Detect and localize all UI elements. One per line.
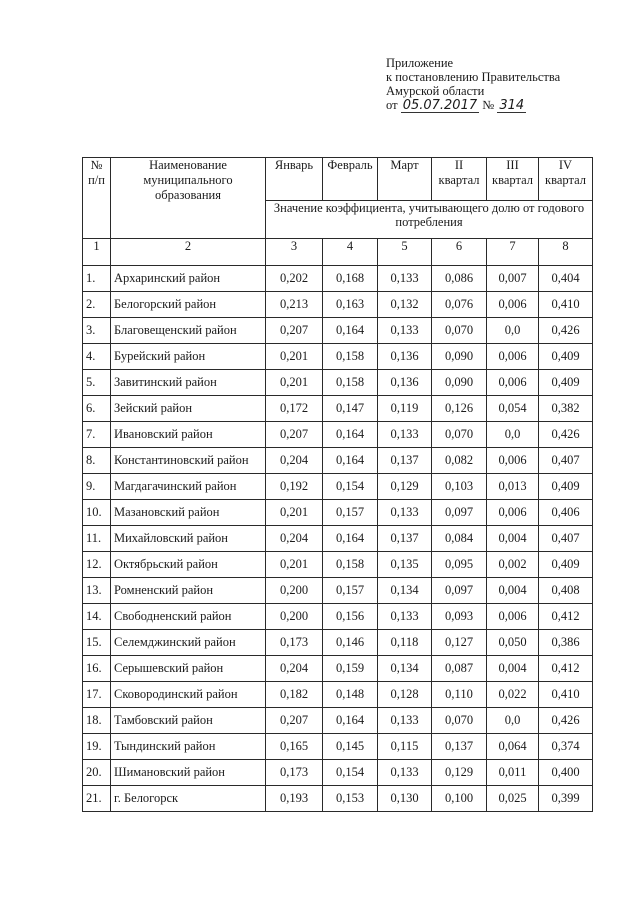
coefficient-value: 0,399	[539, 786, 593, 812]
coefficient-value: 0,410	[539, 292, 593, 318]
municipality-name: Свободненский район	[111, 604, 266, 630]
coefficient-value: 0,115	[378, 734, 432, 760]
coefficient-value: 0,158	[323, 370, 378, 396]
coefficient-value: 0,157	[323, 578, 378, 604]
column-header-quarter: IV квартал	[539, 158, 593, 201]
municipality-name: Тамбовский район	[111, 708, 266, 734]
row-number: 18.	[83, 708, 111, 734]
coefficient-value: 0,011	[487, 760, 539, 786]
coefficient-value: 0,133	[378, 604, 432, 630]
column-index: 3	[266, 239, 323, 266]
header-date: 05.07.2017	[402, 98, 478, 113]
coefficient-value: 0,426	[539, 422, 593, 448]
document-header	[386, 56, 606, 113]
coefficient-value: 0,207	[266, 318, 323, 344]
coefficient-value: 0,201	[266, 552, 323, 578]
coefficient-value: 0,153	[323, 786, 378, 812]
table-row	[83, 266, 593, 292]
table-row	[83, 708, 593, 734]
coefficient-value: 0,082	[432, 448, 487, 474]
coefficient-value: 0,133	[378, 760, 432, 786]
coefficient-value: 0,135	[378, 552, 432, 578]
header-number-sign: №	[482, 98, 495, 112]
row-number: 9.	[83, 474, 111, 500]
coefficient-value: 0,207	[266, 708, 323, 734]
coefficient-value: 0,130	[378, 786, 432, 812]
coefficient-value: 0,404	[539, 266, 593, 292]
table-row	[83, 526, 593, 552]
coefficient-value: 0,382	[539, 396, 593, 422]
coefficient-value: 0,128	[378, 682, 432, 708]
coefficient-value: 0,192	[266, 474, 323, 500]
table-row	[83, 500, 593, 526]
column-index: 8	[539, 239, 593, 266]
municipality-name: Белогорский район	[111, 292, 266, 318]
row-number: 4.	[83, 344, 111, 370]
column-index: 6	[432, 239, 487, 266]
table-row	[83, 370, 593, 396]
coefficient-value: 0,193	[266, 786, 323, 812]
row-number: 11.	[83, 526, 111, 552]
coefficient-value: 0,006	[487, 448, 539, 474]
coefficient-value: 0,006	[487, 344, 539, 370]
coefficient-value: 0,002	[487, 552, 539, 578]
coefficient-value: 0,374	[539, 734, 593, 760]
coefficient-value: 0,172	[266, 396, 323, 422]
coefficient-value: 0,097	[432, 500, 487, 526]
coefficient-value: 0,158	[323, 552, 378, 578]
coefficient-value: 0,200	[266, 604, 323, 630]
coefficient-value: 0,070	[432, 422, 487, 448]
municipality-name: Завитинский район	[111, 370, 266, 396]
row-number: 13.	[83, 578, 111, 604]
coefficient-value: 0,004	[487, 578, 539, 604]
row-number: 2.	[83, 292, 111, 318]
coefficient-value: 0,006	[487, 370, 539, 396]
table-row	[83, 656, 593, 682]
table-row	[83, 630, 593, 656]
coefficient-value: 0,165	[266, 734, 323, 760]
table-header-row	[83, 158, 593, 201]
coefficient-value: 0,126	[432, 396, 487, 422]
coefficient-value: 0,133	[378, 266, 432, 292]
column-header-quarter: II квартал	[432, 158, 487, 201]
coefficient-value: 0,400	[539, 760, 593, 786]
coefficient-value: 0,412	[539, 604, 593, 630]
coefficient-value: 0,200	[266, 578, 323, 604]
coefficient-value: 0,004	[487, 526, 539, 552]
municipality-name: Благовещенский район	[111, 318, 266, 344]
coefficient-value: 0,022	[487, 682, 539, 708]
coefficient-value: 0,133	[378, 318, 432, 344]
coefficient-value: 0,426	[539, 318, 593, 344]
municipality-name: Ивановский район	[111, 422, 266, 448]
coefficient-value: 0,013	[487, 474, 539, 500]
coefficient-value: 0,070	[432, 708, 487, 734]
municipality-name: Ромненский район	[111, 578, 266, 604]
column-header-name: Наименование муниципального образования	[111, 158, 266, 239]
municipality-name: Михайловский район	[111, 526, 266, 552]
coefficient-value: 0,202	[266, 266, 323, 292]
coefficient-value: 0,409	[539, 552, 593, 578]
coefficient-value: 0,408	[539, 578, 593, 604]
municipality-name: Октябрьский район	[111, 552, 266, 578]
coefficient-value: 0,407	[539, 526, 593, 552]
municipality-name: Мазановский район	[111, 500, 266, 526]
municipality-name: Тындинский район	[111, 734, 266, 760]
header-from-label: от	[386, 98, 398, 112]
coefficient-value: 0,204	[266, 656, 323, 682]
coefficient-value: 0,070	[432, 318, 487, 344]
coefficient-value: 0,097	[432, 578, 487, 604]
row-number: 20.	[83, 760, 111, 786]
coefficient-value: 0,156	[323, 604, 378, 630]
municipality-name: Сковородинский район	[111, 682, 266, 708]
column-header-number: № п/п	[83, 158, 111, 239]
row-number: 5.	[83, 370, 111, 396]
coefficient-value: 0,064	[487, 734, 539, 760]
table-row	[83, 344, 593, 370]
municipality-name: Зейский район	[111, 396, 266, 422]
coefficient-value: 0,207	[266, 422, 323, 448]
coefficient-value: 0,006	[487, 292, 539, 318]
column-header-month: Январь	[266, 158, 323, 201]
table-row	[83, 318, 593, 344]
coefficient-value: 0,201	[266, 500, 323, 526]
coefficient-value: 0,159	[323, 656, 378, 682]
coefficient-value: 0,0	[487, 318, 539, 344]
coefficient-value: 0,164	[323, 708, 378, 734]
municipality-name: Магдагачинский район	[111, 474, 266, 500]
coefficient-value: 0,100	[432, 786, 487, 812]
table-row	[83, 786, 593, 812]
coefficient-value: 0,134	[378, 578, 432, 604]
coefficient-value: 0,157	[323, 500, 378, 526]
row-number: 14.	[83, 604, 111, 630]
coefficient-value: 0,093	[432, 604, 487, 630]
coefficient-value: 0,168	[323, 266, 378, 292]
coefficient-value: 0,090	[432, 344, 487, 370]
coefficient-value: 0,146	[323, 630, 378, 656]
coefficient-value: 0,054	[487, 396, 539, 422]
coefficient-value: 0,164	[323, 422, 378, 448]
coefficient-value: 0,148	[323, 682, 378, 708]
coefficient-value: 0,090	[432, 370, 487, 396]
row-number: 10.	[83, 500, 111, 526]
coefficient-value: 0,173	[266, 760, 323, 786]
coefficient-value: 0,0	[487, 708, 539, 734]
coefficient-value: 0,147	[323, 396, 378, 422]
row-number: 16.	[83, 656, 111, 682]
header-region: Амурской области	[386, 84, 485, 98]
coefficient-value: 0,119	[378, 396, 432, 422]
coefficient-value: 0,095	[432, 552, 487, 578]
coefficient-value: 0,050	[487, 630, 539, 656]
coefficient-value: 0,406	[539, 500, 593, 526]
coefficient-value: 0,386	[539, 630, 593, 656]
coefficient-value: 0,204	[266, 526, 323, 552]
coefficient-value: 0,136	[378, 370, 432, 396]
coefficient-value: 0,132	[378, 292, 432, 318]
column-index: 1	[83, 239, 111, 266]
coefficient-value: 0,004	[487, 656, 539, 682]
coefficient-value: 0,164	[323, 318, 378, 344]
municipality-name: Константиновский район	[111, 448, 266, 474]
row-number: 7.	[83, 422, 111, 448]
coefficient-value: 0,133	[378, 708, 432, 734]
municipality-name: г. Белогорск	[111, 786, 266, 812]
column-index-row	[83, 239, 593, 266]
column-index: 4	[323, 239, 378, 266]
header-date-number	[386, 98, 606, 113]
column-header-month: Март	[378, 158, 432, 201]
table-row	[83, 682, 593, 708]
row-number: 21.	[83, 786, 111, 812]
row-number: 1.	[83, 266, 111, 292]
row-number: 19.	[83, 734, 111, 760]
coefficient-value: 0,164	[323, 526, 378, 552]
coefficient-value: 0,182	[266, 682, 323, 708]
coefficient-value: 0,007	[487, 266, 539, 292]
table-row	[83, 604, 593, 630]
row-number: 15.	[83, 630, 111, 656]
municipality-name: Серышевский район	[111, 656, 266, 682]
coefficient-value: 0,076	[432, 292, 487, 318]
coefficient-value: 0,201	[266, 370, 323, 396]
coefficient-value: 0,426	[539, 708, 593, 734]
coefficient-value: 0,164	[323, 448, 378, 474]
coefficient-value: 0,137	[432, 734, 487, 760]
coefficient-value: 0,154	[323, 760, 378, 786]
coefficient-value: 0,136	[378, 344, 432, 370]
row-number: 3.	[83, 318, 111, 344]
coefficient-value: 0,006	[487, 604, 539, 630]
coefficients-table	[82, 157, 593, 812]
coefficient-value: 0,158	[323, 344, 378, 370]
coefficient-value: 0,025	[487, 786, 539, 812]
coefficient-value: 0,133	[378, 422, 432, 448]
table-row	[83, 552, 593, 578]
coefficient-value: 0,006	[487, 500, 539, 526]
coefficient-value: 0,118	[378, 630, 432, 656]
row-number: 12.	[83, 552, 111, 578]
table-row	[83, 760, 593, 786]
table-row	[83, 734, 593, 760]
coefficient-value: 0,163	[323, 292, 378, 318]
row-number: 6.	[83, 396, 111, 422]
table-row	[83, 578, 593, 604]
coefficient-value: 0,0	[487, 422, 539, 448]
coefficient-value: 0,129	[378, 474, 432, 500]
table-row	[83, 422, 593, 448]
coefficient-value: 0,412	[539, 656, 593, 682]
coefficient-value: 0,407	[539, 448, 593, 474]
table-row	[83, 396, 593, 422]
coefficient-value: 0,173	[266, 630, 323, 656]
municipality-name: Бурейский район	[111, 344, 266, 370]
coefficient-value: 0,137	[378, 448, 432, 474]
column-index: 5	[378, 239, 432, 266]
table-body	[83, 266, 593, 812]
row-number: 17.	[83, 682, 111, 708]
table-row	[83, 292, 593, 318]
coefficient-value: 0,137	[378, 526, 432, 552]
coefficient-value: 0,145	[323, 734, 378, 760]
coefficient-value: 0,134	[378, 656, 432, 682]
coefficient-value: 0,086	[432, 266, 487, 292]
coefficient-value: 0,409	[539, 474, 593, 500]
coefficient-value: 0,409	[539, 344, 593, 370]
coefficient-value: 0,409	[539, 370, 593, 396]
coefficient-value: 0,410	[539, 682, 593, 708]
coefficient-value: 0,133	[378, 500, 432, 526]
table-row	[83, 448, 593, 474]
coefficient-value: 0,087	[432, 656, 487, 682]
coefficient-value: 0,201	[266, 344, 323, 370]
table-row	[83, 474, 593, 500]
coefficient-value: 0,204	[266, 448, 323, 474]
coefficient-value: 0,110	[432, 682, 487, 708]
coefficient-value: 0,129	[432, 760, 487, 786]
column-index: 2	[111, 239, 266, 266]
column-header-quarter: III квартал	[487, 158, 539, 201]
municipality-name: Архаринский район	[111, 266, 266, 292]
coefficient-value: 0,127	[432, 630, 487, 656]
coefficient-subheader: Значение коэффициента, учитывающего долю от годового потребления	[266, 201, 593, 239]
coefficient-value: 0,084	[432, 526, 487, 552]
coefficient-value: 0,213	[266, 292, 323, 318]
coefficient-value: 0,103	[432, 474, 487, 500]
coefficient-value: 0,154	[323, 474, 378, 500]
municipality-name: Селемджинский район	[111, 630, 266, 656]
header-number: 314	[499, 98, 525, 113]
column-index: 7	[487, 239, 539, 266]
header-appendix-label: Приложение	[386, 56, 454, 70]
header-decree-ref: к постановлению Правительства	[386, 70, 561, 84]
row-number: 8.	[83, 448, 111, 474]
column-header-month: Февраль	[323, 158, 378, 201]
municipality-name: Шимановский район	[111, 760, 266, 786]
